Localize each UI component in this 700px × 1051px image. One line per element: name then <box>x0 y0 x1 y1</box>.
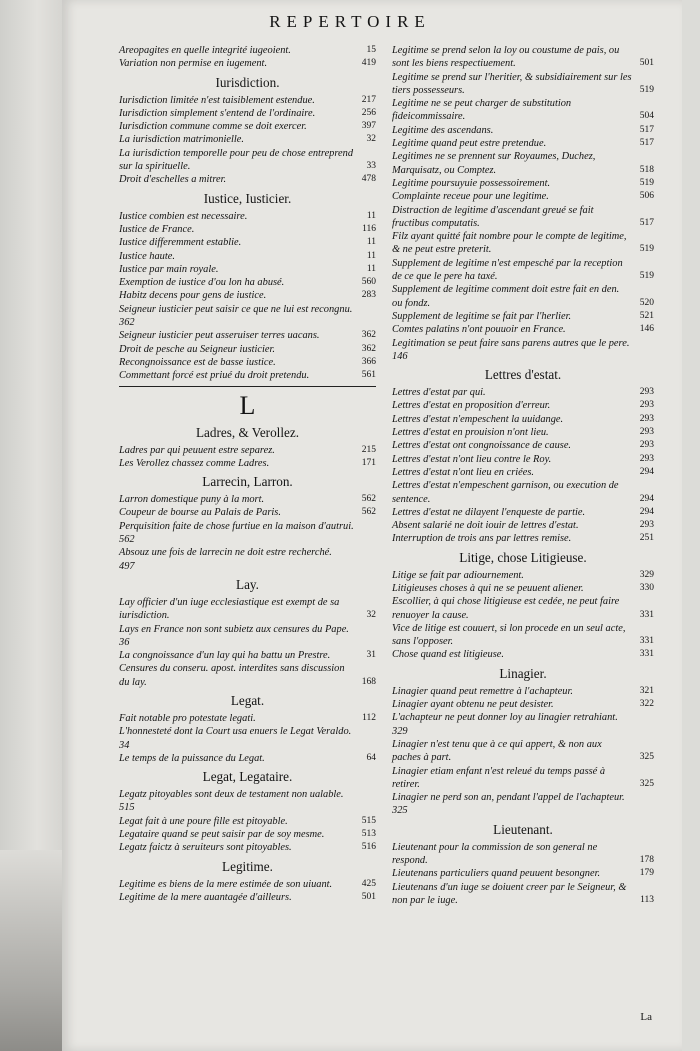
page-ref: 504 <box>639 111 654 122</box>
index-entry <box>119 788 376 801</box>
entry-text: Iustice haute. <box>119 250 175 262</box>
entry-text: Lieutenant pour la commission de son general ne respond. <box>392 841 598 867</box>
page-ref: 293 <box>639 520 654 531</box>
page-ref: 517 <box>639 124 654 135</box>
page-ref: 251 <box>639 533 654 544</box>
index-entry <box>392 150 654 177</box>
page-ref: 283 <box>361 290 376 301</box>
index-entry <box>392 439 654 452</box>
page-ref: 517 <box>639 217 654 228</box>
entry-text: Legitime de la mere auantagée d'ailleurs. <box>119 891 292 903</box>
section-letter: L <box>239 390 256 420</box>
entry-text: Lettres d'estat par qui. <box>392 387 486 399</box>
index-entry <box>392 738 654 765</box>
index-heading: Linagier. <box>499 665 547 681</box>
page-ref: 330 <box>639 582 654 593</box>
index-entry <box>392 648 654 661</box>
entry-text: Iustice differemment establie. <box>119 237 242 249</box>
page-ref: 562 <box>361 494 376 505</box>
entry-text: Exemption de iustice d'ou lon ha abusé. <box>119 277 285 289</box>
page-ref: 217 <box>361 94 376 105</box>
page-ref: 561 <box>361 370 376 381</box>
page-ref: 15 <box>366 45 376 55</box>
entry-text: Lay officier d'un iuge ecclesiastique est exempt de sa iurisdiction. <box>119 596 340 622</box>
index-entry <box>392 204 654 231</box>
index-entry <box>392 532 654 545</box>
index-entry <box>119 94 376 107</box>
entry-text: Vice de litige est couuert, si lon procede en un seul acte, sans l'opposer. <box>392 622 626 648</box>
page-ref: 293 <box>639 400 654 411</box>
entry-text: La congnoissance d'un lay qui ha battu un Prestre. <box>119 650 331 662</box>
page-ref: 331 <box>639 636 654 647</box>
index-entry <box>119 546 376 559</box>
index-entry <box>392 698 654 711</box>
entry-text: 515 <box>119 802 135 814</box>
index-entry <box>392 804 654 817</box>
entry-text: Iurisdiction limitée n'est taisiblement estendue. <box>119 94 315 106</box>
page-ref: 519 <box>639 271 654 282</box>
index-column-right <box>392 44 654 907</box>
page-ref: 11 <box>366 237 376 248</box>
page-ref: 321 <box>639 685 654 696</box>
page-ref: 171 <box>361 457 376 468</box>
page-ref: 518 <box>639 164 654 175</box>
entry-text: 325 <box>392 805 408 817</box>
index-entry <box>392 124 654 137</box>
entry-text: Commettant forcé est priué du droit pretendu. <box>119 370 310 382</box>
page-ref: 506 <box>639 191 654 202</box>
page-ref: 294 <box>639 506 654 517</box>
entry-text: Legatz pitoyables sont deux de testament non ualable. <box>119 789 344 801</box>
page-ref: 501 <box>361 891 376 902</box>
page-ref: 517 <box>639 138 654 149</box>
entry-text: Legitimation se peut faire sans parens autres que le pere. <box>392 337 630 349</box>
page-ref: 293 <box>639 440 654 451</box>
index-heading: Iustice, Iusticier. <box>203 190 292 206</box>
entry-text: L'honnesteté dont la Court usa enuers le Legat Veraldo. <box>119 726 352 738</box>
index-heading: Lettres d'estat. <box>484 367 562 383</box>
entry-text: La iurisdiction matrimonielle. <box>119 134 244 146</box>
entry-text: Recongnoissance est de basse iustice. <box>119 356 276 368</box>
page-ref: 478 <box>361 174 376 185</box>
entry-text: Lettres d'estat ont congnoissance de cause. <box>392 440 572 452</box>
index-entry <box>392 841 654 868</box>
index-entry <box>392 582 654 595</box>
index-entry <box>119 878 376 891</box>
entry-text: Complainte receue pour une legitime. <box>392 191 549 203</box>
index-entry <box>119 520 376 533</box>
entry-text: Lettres d'estat en proposition d'erreur. <box>392 400 551 412</box>
index-heading: Larrecin, Larron. <box>202 474 293 490</box>
index-heading: Iurisdiction. <box>215 74 280 90</box>
entry-text: Fait notable pro potestate legati. <box>119 712 256 724</box>
index-entry <box>392 506 654 519</box>
entry-text: Interruption de trois ans par lettres remise. <box>392 533 572 545</box>
index-entry <box>392 569 654 582</box>
entry-text: Lettres d'estat en prouision n'ont lieu. <box>392 427 549 439</box>
index-entry <box>119 801 376 814</box>
entry-text: Legitimes ne se prennent sur Royaumes, Duchez, Marquisatz, ou Comptez. <box>392 151 596 176</box>
index-column-left <box>119 44 376 904</box>
entry-text: Comtes palatins n'ont pouuoir en France. <box>392 324 566 336</box>
page-ref: 31 <box>366 650 376 661</box>
entry-text: Lettres d'estat n'ont lieu en criées. <box>392 466 534 478</box>
entry-text: Censures du conseru. apost. interdites sans discussion du lay. <box>119 663 345 688</box>
index-entry <box>392 71 654 98</box>
index-entry <box>119 343 376 356</box>
index-entry <box>392 519 654 532</box>
index-entry <box>119 815 376 828</box>
index-heading: Ladres, & Verollez. <box>195 424 300 440</box>
page-ref: 513 <box>361 829 376 840</box>
entry-text: 146 <box>392 350 408 362</box>
entry-text: Iurisdiction simplement s'entend de l'ordinaire. <box>119 107 316 119</box>
index-entry <box>119 223 376 236</box>
page-ref: 325 <box>639 778 654 789</box>
page-ref: 256 <box>361 107 376 118</box>
page-ref: 11 <box>366 263 376 274</box>
index-heading: Legat. <box>230 692 265 708</box>
index-entry <box>392 190 654 203</box>
page-ref: 322 <box>639 699 654 710</box>
entry-text: Filz ayant quitté fait nombre pour le compte de legitime, & ne peut estre preterit. <box>392 231 627 256</box>
index-entry <box>392 426 654 439</box>
index-heading: Lay. <box>236 576 259 592</box>
entry-text: Distraction de legitime d'ascendant greué se fait fructibus computatis. <box>392 204 594 229</box>
entry-text: Linagier ne perd son an, pendant l'appel de l'achapteur. <box>392 792 625 804</box>
entry-text: Linagier ayant obtenu ne peut desister. <box>392 699 554 711</box>
entry-text: Variation non permise en iugement. <box>119 58 268 70</box>
index-entry <box>119 289 376 302</box>
entry-text: Absouz une fois de larrecin ne doit estre recherché. <box>119 547 332 559</box>
page-ref: 293 <box>639 387 654 398</box>
page-ref: 419 <box>361 58 376 69</box>
index-entry <box>392 283 654 310</box>
page-ref: 293 <box>639 453 654 464</box>
index-heading: Litige, chose Litigieuse. <box>459 549 587 565</box>
index-entry <box>119 356 376 369</box>
page-ref: 515 <box>361 815 376 826</box>
page-ref: 11 <box>366 210 376 221</box>
index-entry <box>119 147 376 174</box>
index-entry <box>119 457 376 470</box>
index-entry <box>392 399 654 412</box>
entry-text: 562 <box>119 534 135 546</box>
entry-text: Droit de pesche au Seigneur iusticier. <box>119 343 276 355</box>
page-ref: 325 <box>639 752 654 763</box>
entry-text: Legitime des ascendans. <box>392 124 494 136</box>
index-entry <box>392 177 654 190</box>
index-entry <box>119 44 376 57</box>
index-entry <box>392 323 654 336</box>
index-entry <box>119 828 376 841</box>
index-entry <box>119 636 376 649</box>
index-entry <box>392 685 654 698</box>
entry-text: 497 <box>119 560 135 572</box>
page-ref: 32 <box>366 610 376 621</box>
entry-text: Larron domestique puny à la mort. <box>119 494 265 506</box>
entry-text: Legitime es biens de la mere estimée de son uiuant. <box>119 878 333 890</box>
page-ref: 293 <box>639 427 654 438</box>
entry-text: Lays en France non sont subietz aux censures du Pape. <box>119 623 349 635</box>
page-ref: 501 <box>639 58 654 69</box>
index-entry <box>392 453 654 466</box>
index-entry <box>392 44 654 71</box>
page-ref: 293 <box>639 413 654 424</box>
entry-text: Legat fait à une poure fille est pitoyable. <box>119 815 288 827</box>
entry-text: Absent salarié ne doit iouir de lettres d'estat. <box>392 520 579 532</box>
page-ref: 397 <box>361 121 376 132</box>
entry-text: Linagier quand peut remettre à l'achapteur. <box>392 685 573 697</box>
index-entry <box>119 649 376 662</box>
index-entry <box>119 533 376 546</box>
page-ref: 178 <box>639 855 654 866</box>
entry-text: Les Verollez chassez comme Ladres. <box>119 457 270 469</box>
entry-text: Supplement de legitime n'est empesché par la reception de ce que le pere ha taxé. <box>392 257 623 283</box>
entry-text: Litigieuses choses à qui ne se peuuent aliener. <box>392 582 584 594</box>
page-ref: 33 <box>366 161 376 172</box>
entry-text: Lettres d'estat n'ont lieu contre le Roy. <box>392 453 552 465</box>
page-ref: 521 <box>639 310 654 321</box>
index-heading: Legat, Legataire. <box>202 769 293 785</box>
index-entry <box>392 466 654 479</box>
entry-text: Iustice par main royale. <box>119 263 219 275</box>
page-ref: 366 <box>361 356 376 367</box>
entry-text: Lettres d'estat n'empeschent garnison, ou execution de sentence. <box>392 480 619 505</box>
page-ref: 425 <box>361 878 376 889</box>
entry-text: Iustice combien est necessaire. <box>119 210 248 222</box>
entry-text: La iurisdiction temporelle pour peu de chose entreprend sur la spirituelle. <box>119 147 354 173</box>
index-entry <box>392 97 654 124</box>
index-entry <box>119 276 376 289</box>
index-entry <box>119 739 376 752</box>
index-entry <box>119 303 376 316</box>
index-entry <box>392 867 654 880</box>
index-entry <box>119 506 376 519</box>
index-entry <box>119 369 376 382</box>
index-entry <box>392 413 654 426</box>
page-ref: 112 <box>362 712 376 723</box>
page-ref: 519 <box>639 244 654 255</box>
index-heading: Lieutenant. <box>493 821 553 837</box>
index-entry <box>119 210 376 223</box>
page-ref: 519 <box>639 177 654 188</box>
entry-text: Legitime se prend sur l'heritier, & subsidiairement sur les tiers possesseurs. <box>392 71 632 96</box>
entry-text: Coupeur de bourse au Palais de Paris. <box>119 507 281 519</box>
index-entry <box>119 712 376 725</box>
index-entry <box>392 791 654 804</box>
index-entry <box>392 711 654 724</box>
index-entry <box>119 57 376 70</box>
page-ref: 146 <box>639 324 654 335</box>
index-entry <box>119 596 376 623</box>
entry-text: Chose quand est litigieuse. <box>392 649 504 661</box>
entry-text: Le temps de la puissance du Legat. <box>119 752 265 764</box>
index-entry <box>392 257 654 284</box>
entry-text: Lettres d'estat ne dilayent l'enqueste de partie. <box>392 506 586 518</box>
entry-text: Supplement de legitime comment doit estre fait en den. ou fondz. <box>392 284 620 309</box>
index-entry <box>119 329 376 342</box>
page-ref: 331 <box>639 609 654 620</box>
index-entry <box>392 350 654 363</box>
page-ref: 294 <box>639 493 654 504</box>
index-entry <box>119 173 376 186</box>
catchword: La <box>640 1011 652 1023</box>
entry-text: Lieutenans particuliers quand peuuent besongner. <box>392 868 601 880</box>
entry-text: Linagier etiam enfant n'est releué du temps passé à retirer. <box>392 765 606 790</box>
index-entry <box>392 479 654 506</box>
index-entry <box>119 107 376 120</box>
entry-text: Seigneur iusticier peut saisir ce que ne lui est recongnu. <box>119 303 353 315</box>
entry-text: 34 <box>119 739 130 751</box>
entry-text: Litige se fait par adiournement. <box>392 569 524 581</box>
index-entry <box>392 337 654 350</box>
page-ref: 294 <box>639 466 654 477</box>
entry-text: Seigneur iusticier peut asseruiser terres uacans. <box>119 330 320 342</box>
entry-text: Linagier n'est tenu que à ce qui appert, & non aux paches à part. <box>392 738 602 764</box>
index-entry <box>119 725 376 738</box>
page-ref: 560 <box>361 277 376 288</box>
index-entry <box>392 595 654 622</box>
index-entry <box>119 662 376 689</box>
page-ref: 519 <box>639 84 654 95</box>
page-ref: 362 <box>361 330 376 341</box>
entry-text: Ladres par qui peuuent estre separez. <box>119 444 275 456</box>
entry-text: Droit d'eschelles a mitrer. <box>119 174 227 186</box>
page-ref: 64 <box>366 752 376 763</box>
index-entry <box>392 310 654 323</box>
entry-text: Iurisdiction commune comme se doit exercer. <box>119 121 307 133</box>
index-entry <box>392 881 654 908</box>
entry-text: Legataire quand se peut saisir par de soy mesme. <box>119 829 325 841</box>
index-entry <box>119 560 376 573</box>
index-heading: Legitime. <box>222 858 273 874</box>
index-entry <box>119 493 376 506</box>
index-entry <box>119 250 376 263</box>
page-ref: 331 <box>639 649 654 660</box>
index-entry <box>119 752 376 765</box>
index-entry <box>119 316 376 329</box>
index-entry <box>119 120 376 133</box>
page-ref: 179 <box>639 868 654 879</box>
page-gutter <box>0 0 62 1051</box>
index-entry <box>119 623 376 636</box>
index-entry <box>392 386 654 399</box>
page-ref: 562 <box>361 507 376 518</box>
page-curl-shadow <box>0 850 62 1051</box>
index-entry <box>119 133 376 146</box>
entry-text: Legitime ne se peut charger de substitution fideicommissaire. <box>392 98 572 123</box>
entry-text: 36 <box>119 636 130 648</box>
page-ref: 168 <box>361 676 376 687</box>
page-ref: 520 <box>639 297 654 308</box>
index-entry <box>392 725 654 738</box>
entry-text: L'achapteur ne peut donner loy au linagier retrahiant. <box>392 712 618 724</box>
page-ref: 215 <box>361 444 376 455</box>
page-ref: 113 <box>640 894 654 905</box>
entry-text: Lettres d'estat n'empeschent la uuidange. <box>392 413 564 425</box>
page-ref: 116 <box>362 223 376 234</box>
entry-text: 329 <box>392 725 408 737</box>
entry-text: Lieutenans d'un iuge se doiuent creer par le Seigneur, & non par le iuge. <box>392 881 627 906</box>
section-rule <box>119 386 376 387</box>
page-ref: 11 <box>366 250 376 261</box>
entry-text: 362 <box>119 317 135 329</box>
index-entry <box>392 765 654 792</box>
index-entry <box>392 230 654 257</box>
entry-text: Legitime poursuyuie possessoirement. <box>392 177 551 189</box>
entry-text: Areopagites en quelle integrité iugeoient. <box>119 45 291 56</box>
page-ref: 32 <box>366 134 376 145</box>
page-ref: 329 <box>639 569 654 580</box>
page-ref: 516 <box>361 842 376 853</box>
index-entry <box>392 137 654 150</box>
index-entry <box>392 622 654 649</box>
index-entry <box>119 444 376 457</box>
running-head: REPERTOIRE <box>269 12 431 31</box>
page-ref: 362 <box>361 343 376 354</box>
entry-text: Legatz faictz à seruiteurs sont pitoyables. <box>119 842 292 854</box>
entry-text: Legitime quand peut estre pretendue. <box>392 138 547 150</box>
index-entry <box>119 263 376 276</box>
entry-text: Perquisition faite de chose furtiue en la maison d'autrui. <box>119 520 354 532</box>
entry-text: Legitime se prend selon la loy ou coustume de pais, ou sont les biens respectiuement. <box>392 45 620 70</box>
entry-text: Escollier, à qui chose litigieuse est cedée, ne peut faire renuoyer la cause. <box>392 596 620 621</box>
entry-text: Supplement de legitime se fait par l'herlier. <box>392 310 572 322</box>
index-entry <box>119 891 376 904</box>
entry-text: Habitz decens pour gens de iustice. <box>119 290 267 302</box>
entry-text: Iustice de France. <box>119 223 195 235</box>
index-entry <box>119 236 376 249</box>
index-entry <box>119 841 376 854</box>
